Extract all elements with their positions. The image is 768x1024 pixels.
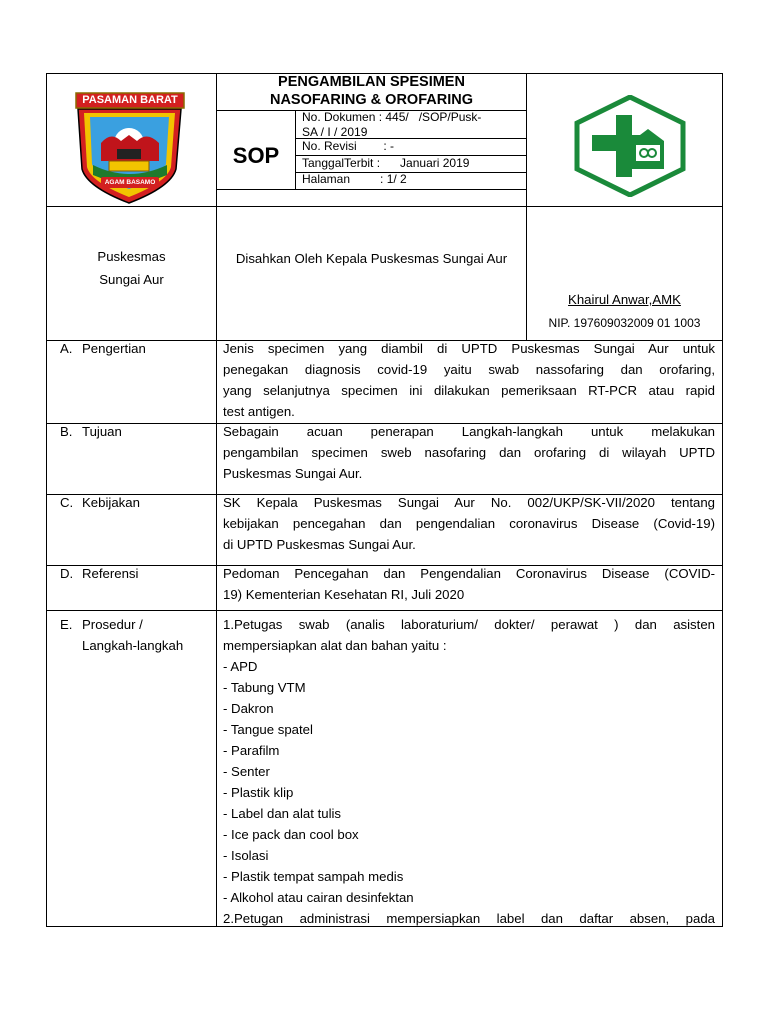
procedure-item: - Label dan alat tulis <box>223 806 342 821</box>
section-d-label: Referensi <box>82 566 139 581</box>
section-e-label-line-2: Langkah-langkah <box>82 638 184 653</box>
no-dokumen-line-1: No. Dokumen : 445/ /SOP/Pusk- <box>302 110 482 124</box>
procedure-item: - Tabung VTM <box>223 680 306 695</box>
procedure-item: - Plastik klip <box>223 785 294 800</box>
section-c-line: SK Kepala Puskesmas Sungai Aur No. 002/UKP/SK-VII/2020 tentang <box>223 495 715 510</box>
no-dokumen-line-2: SA / I / 2019 <box>302 125 368 139</box>
procedure-item: - APD <box>223 659 258 674</box>
procedure-item: - Tangue spatel <box>223 722 313 737</box>
logo-banner-text: PASAMAN BARAT <box>82 94 178 106</box>
logo-ribbon-text: AGAM BASAMO <box>104 179 156 186</box>
approved-by: Disahkan Oleh Kepala Puskesmas Sungai Aur <box>235 251 508 266</box>
title-line-2: NASOFARING & OROFARING <box>269 92 473 108</box>
section-a-line: penegakan diagnosis covid-19 yaitu swab nassofaring dan orofaring, <box>223 362 715 377</box>
section-a-letter: A. <box>60 341 73 356</box>
procedure-item: - Plastik tempat sampah medis <box>223 869 404 884</box>
org-line-1: Puskesmas <box>97 249 166 264</box>
sop-label: SOP <box>232 143 280 168</box>
section-b-label: Tujuan <box>82 424 122 439</box>
section-c-body <box>223 492 715 555</box>
section-a-label: Pengertian <box>82 341 146 356</box>
meta-halaman: Halaman : 1/ 2 <box>302 172 407 186</box>
section-c-line: di UPTD Puskesmas Sungai Aur. <box>223 537 416 552</box>
section-c-letter: C. <box>60 495 74 510</box>
regency-logo <box>73 91 186 205</box>
section-a-line: yang selanjutnya specimen ini dilakukan pemeriksaan RT-PCR atau rapid <box>223 383 715 398</box>
section-d-letter: D. <box>60 566 74 581</box>
procedure-item: - Senter <box>223 764 270 779</box>
signer-name: Khairul Anwar,AMK <box>568 292 681 307</box>
section-e-label-line-1: Prosedur / <box>82 617 143 632</box>
section-d-line: 19) Kementerian Kesehatan RI, Juli 2020 <box>223 587 465 602</box>
section-e-letter: E. <box>60 617 73 632</box>
puskesmas-logo <box>574 95 686 197</box>
section-d-line: Pedoman Pencegahan dan Pengendalian Coronavirus Disease (COVID- <box>223 566 715 581</box>
title-line-1: PENGAMBILAN SPESIMEN <box>278 74 465 90</box>
section-e-label <box>82 614 183 656</box>
section-a-line: test antigen. <box>223 404 295 419</box>
section-a-line: Jenis specimen yang diambil di UPTD Puskesmas Sungai Aur untuk <box>223 341 715 356</box>
procedure-item: - Isolasi <box>223 848 269 863</box>
procedure-item: - Alkohol atau cairan desinfektan <box>223 890 414 905</box>
section-c-line: kebijakan pencegahan dan pengendalian coronavirus Disease (Covid-19) <box>223 516 715 531</box>
procedure-line: mempersiapkan alat dan bahan yaitu : <box>223 638 447 653</box>
procedure-item: - Ice pack dan cool box <box>223 827 359 842</box>
org-name <box>47 245 216 291</box>
section-a-body <box>223 338 715 422</box>
procedure-item: - Dakron <box>223 701 274 716</box>
document-title <box>217 73 526 109</box>
procedure-item: - Parafilm <box>223 743 280 758</box>
section-c-label: Kebijakan <box>82 495 140 510</box>
section-b-line: pengambilan specimen sweb nasofaring dan orofaring di wilayah UPTD <box>223 445 715 460</box>
procedure-line: 2.Petugan administrasi mempersiapkan label dan daftar absen, pada <box>223 911 715 926</box>
section-b-line: Puskesmas Sungai Aur. <box>223 466 363 481</box>
meta-no-revisi: No. Revisi : - <box>302 139 395 153</box>
section-d-body <box>223 563 715 605</box>
section-b-body <box>223 421 715 484</box>
org-line-2: Sungai Aur <box>99 272 164 287</box>
meta-tanggal-terbit: TanggalTerbit : Januari 2019 <box>302 156 470 170</box>
meta-no-dokumen <box>302 110 524 140</box>
section-b-letter: B. <box>60 424 73 439</box>
section-e-body <box>223 614 715 929</box>
procedure-line: 1.Petugas swab (analis laboraturium/ dokter/ perawat ) dan asisten <box>223 617 715 632</box>
section-b-line: Sebagain acuan penerapan Langkah-langkah untuk melakukan <box>223 424 715 439</box>
signer-nip: NIP. 197609032009 01 1003 <box>548 316 701 330</box>
